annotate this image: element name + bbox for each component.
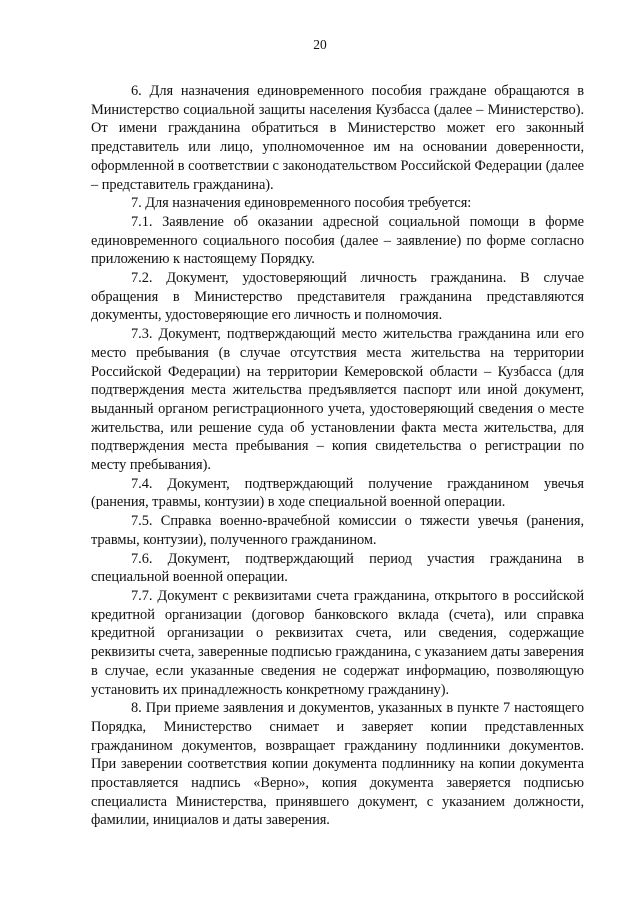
paragraph-7-4: 7.4. Документ, подтверждающий получение гражданином увечья (ранения, травмы, контузии) в ходе специальной военной операции. — [91, 475, 584, 511]
paragraph-6: 6. Для назначения единовременного пособия граждане обращаются в Министерство социальной защиты населения Кузбасса (далее – Министерство). От имени гражданина обратиться в Министерство может его законный представитель или лицо, уполномоченное им на основании доверенности, оформленной в соответствии с законодательством Российской Федерации (далее – представитель гражданина). — [91, 83, 584, 193]
paragraph-7-1: 7.1. Заявление об оказании адресной социальной помощи в форме единовременного социального пособия (далее – заявление) по форме согласно приложению к настоящему Порядку. — [91, 213, 584, 268]
page-number: 20 — [313, 37, 327, 52]
paragraph-7-6: 7.6. Документ, подтверждающий период участия гражданина в специальной военной операции. — [91, 550, 584, 586]
paragraph-7-3: 7.3. Документ, подтверждающий место жительства гражданина или его место пребывания (в случае отсутствия места жительства на территории Российской Федерации) на территории Кемеровской области – Кузбасса (для подтверждения места жительства предъявляется паспорт или иной документ, выданный органом регистрационного учета, удостоверяющий сведения о месте жительства, или решение суда об установлении факта места жительства, для подтверждения места пребывания – копия свидетельства о регистрации по месту пребывания). — [91, 326, 584, 474]
paragraph-7: 7. Для назначения единовременного пособия требуется: — [131, 195, 472, 212]
document-body — [91, 82, 584, 830]
paragraph-8: 8. При приеме заявления и документов, указанных в пункте 7 настоящего Порядка, Министерство снимает и заверяет копии представленных гражданином документов, возвращает гражданину подлинники документов. При заверении соответствия копии документа подлиннику на копии документа проставляется надпись «Верно», копия документа заверяется подписью специалиста Министерства, принявшего документ, с указанием должности, фамилии, инициалов и даты заверения. — [91, 700, 584, 829]
paragraph-7-7: 7.7. Документ с реквизитами счета гражданина, открытого в российской кредитной организации (договор банковского вклада (счета), или справка кредитной организации о реквизитах счета, или сведения, содержащие реквизиты счета, заверенные подписью гражданина, с указанием даты заверения в случае, если указанные сведения не содержат информацию, позволяющую установить их принадлежность конкретному гражданину). — [91, 587, 584, 698]
paragraph-7-2: 7.2. Документ, удостоверяющий личность гражданина. В случае обращения в Министерство представителя гражданина представляются документы, удостоверяющие его личность и полномочия. — [91, 270, 584, 324]
paragraph-7-5: 7.5. Справка военно-врачебной комиссии о тяжести увечья (ранения, травмы, контузии), полученного гражданином. — [91, 513, 584, 548]
